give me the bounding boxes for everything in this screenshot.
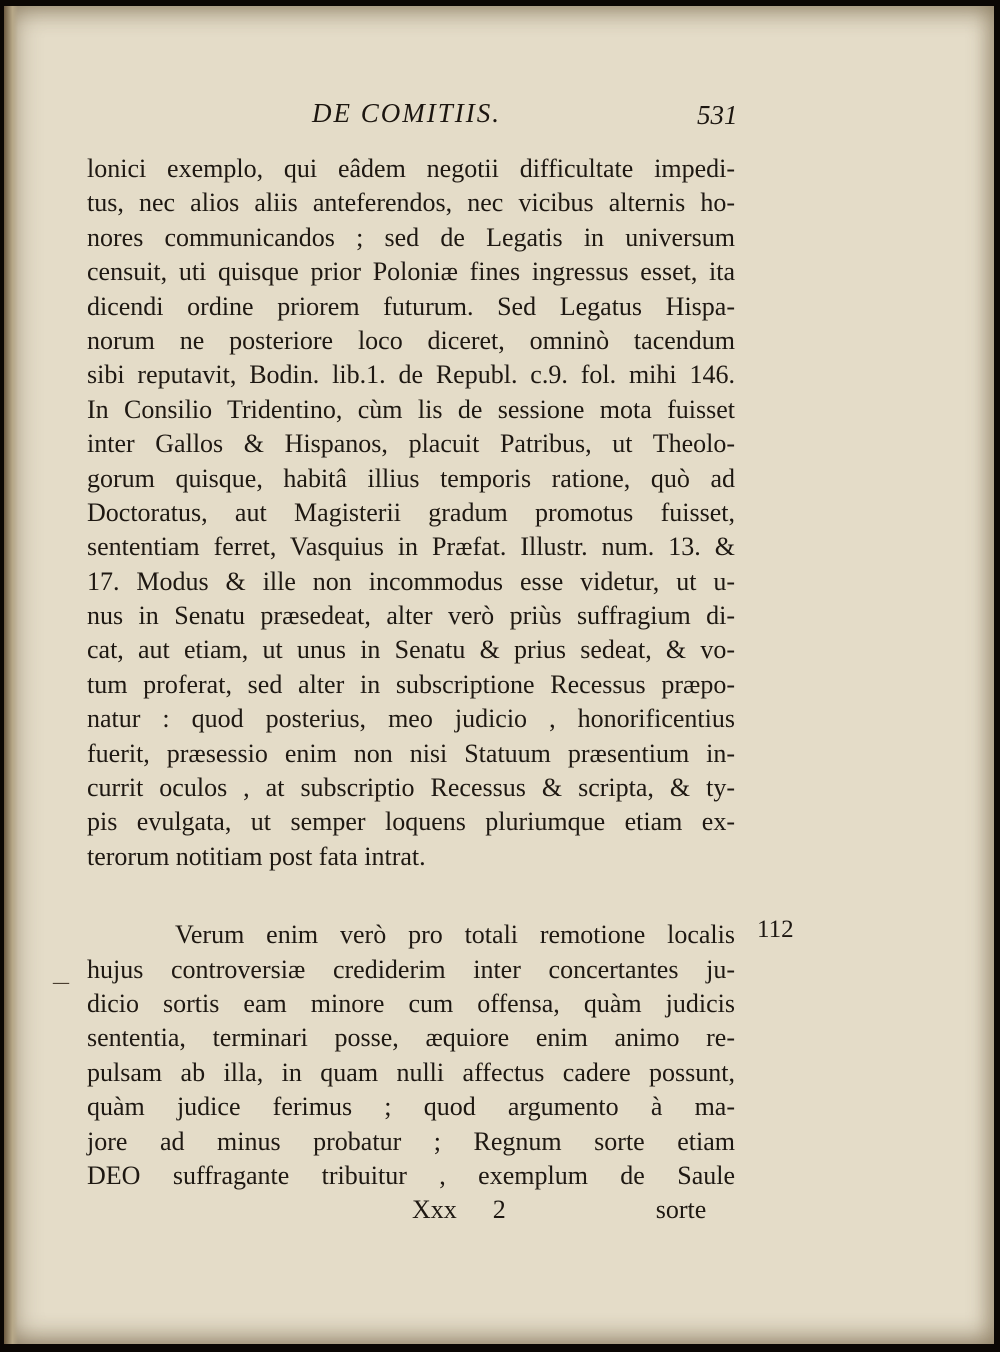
text-line: 17. Modus & ille non incommodus esse videtur, ut u-: [87, 566, 735, 596]
text-line: dicio sortis eam minore cum offensa, quàm judicis: [87, 988, 735, 1018]
text-line: pis evulgata, ut semper loquens pluriumque etiam ex-: [87, 807, 735, 837]
text-line: In Consilio Tridentino, cùm lis de sessione mota fuisset: [87, 394, 735, 424]
text-line: norum ne posteriore loco diceret, omninò tacendum: [87, 325, 735, 355]
signature-mark: Xxx: [412, 1195, 457, 1225]
paragraph-break: [87, 874, 735, 918]
text-line: inter Gallos & Hispanos, placuit Patribus, ut Theolo-: [87, 429, 735, 459]
text-line: gorum quisque, habitâ illius temporis ratione, quò ad: [87, 463, 735, 493]
signature-line: [87, 1193, 735, 1227]
body-text: [87, 152, 735, 1228]
margin-mark: —: [52, 972, 70, 993]
text-line: sententiam ferret, Vasquius in Præfat. Illustr. num. 13. &: [87, 532, 735, 562]
text-line: nus in Senatu præsedeat, alter verò priùs suffragium di-: [87, 601, 735, 631]
text-line: tus, nec alios aliis anteferendos, nec vicibus alternis ho-: [87, 188, 735, 218]
running-head: DE COMITIIS.: [312, 98, 501, 128]
text-line: currit oculos , at subscriptio Recessus & scripta, & ty-: [87, 773, 735, 803]
text-line: tum proferat, sed alter in subscriptione Recessus præpo-: [87, 669, 735, 699]
text-line: terorum notitiam post fata intrat.: [87, 841, 426, 871]
text-line: nores communicandos ; sed de Legatis in universum: [87, 222, 735, 252]
text-line: lonici exemplo, qui eâdem negotii difficultate impedi-: [87, 154, 735, 183]
text-line: DEO suffragante tribuitur , exemplum de Saule: [87, 1160, 735, 1190]
book-page: [4, 6, 994, 1344]
text-line: quàm judice ferimus ; quod argumento à ma-: [87, 1092, 735, 1122]
text-line: jore ad minus probatur ; Regnum sorte etiam: [87, 1126, 735, 1156]
text-line: sententia, terminari posse, æquiore enim animo re-: [87, 1023, 735, 1053]
text-line: Verum enim verò pro totali remotione localis: [175, 920, 735, 950]
margin-section-number: 112: [757, 916, 794, 943]
page-gutter-shadow: [4, 6, 18, 1344]
text-line: pulsam ab illa, in quam nulli affectus cadere possunt,: [87, 1057, 735, 1087]
catchword: sorte: [655, 1195, 707, 1225]
text-line: dicendi ordine priorem futurum. Sed Legatus Hispa-: [87, 291, 735, 321]
page-number: 531: [697, 100, 738, 130]
text-line: fuerit, præsessio enim non nisi Statuum præsentium in-: [87, 738, 735, 768]
text-line: censuit, uti quisque prior Poloniæ fines ingressus esset, ita: [87, 257, 735, 287]
text-line: hujus controversiæ crediderim inter concertantes ju-: [87, 954, 735, 984]
signature-number: 2: [492, 1195, 506, 1225]
text-line: cat, aut etiam, ut unus in Senatu & prius sedeat, & vo-: [87, 635, 735, 665]
text-line: Doctoratus, aut Magisterii gradum promotus fuisset,: [87, 497, 735, 527]
text-line: sibi reputavit, Bodin. lib.1. de Republ. c.9. fol. mihi 146.: [87, 360, 735, 390]
text-line: natur : quod posterius, meo judicio , honorificentius: [87, 704, 735, 734]
